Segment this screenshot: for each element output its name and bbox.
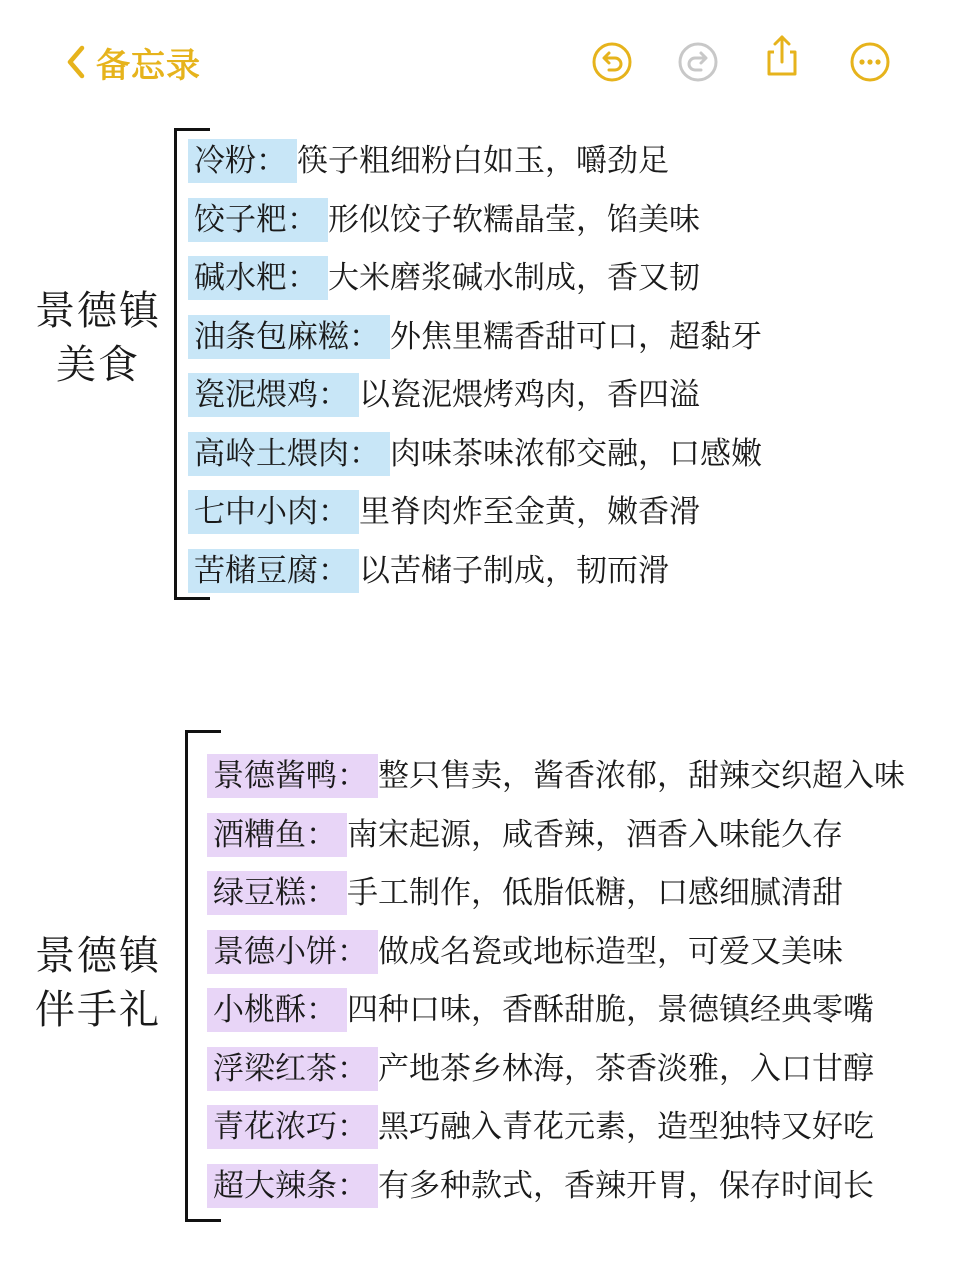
item-tag (188, 256, 328, 300)
item-desc: 里脊肉炸至金黄，嫩香滑 (359, 494, 700, 531)
colon: ： (337, 1167, 368, 1204)
item-desc: 整只售卖，酱香浓郁，甜辣交织超入味 (378, 758, 905, 795)
colon: ： (306, 875, 337, 912)
list-item (188, 132, 762, 191)
item-tag (188, 315, 390, 359)
list-item (188, 425, 762, 484)
item-name: 酒糟鱼 (213, 816, 306, 853)
item-name: 小桃酥 (213, 992, 306, 1029)
item-tag (207, 813, 347, 857)
gift-section (0, 725, 960, 1230)
item-name: 青花浓巧 (213, 1109, 337, 1146)
item-name: 浮梁红茶 (213, 1050, 337, 1087)
item-desc: 筷子粗细粉白如玉，嚼劲足 (297, 143, 669, 180)
food-group-label (28, 284, 168, 392)
colon: ： (287, 260, 318, 297)
item-tag (188, 198, 328, 242)
item-desc: 以苦槠子制成，韧而滑 (359, 552, 669, 589)
list-item (207, 1157, 905, 1216)
item-name: 冷粉 (194, 143, 256, 180)
item-tag (188, 373, 359, 417)
list-item (188, 483, 762, 542)
item-tag (207, 1047, 378, 1091)
top-toolbar (0, 0, 960, 120)
food-section (0, 118, 960, 608)
item-name: 景德小饼 (213, 933, 337, 970)
item-desc: 形似饺子软糯晶莹，馅美味 (328, 201, 700, 238)
colon: ： (306, 992, 337, 1029)
colon: ： (337, 1050, 368, 1087)
food-label-line2: 美食 (56, 342, 140, 388)
item-desc: 外焦里糯香甜可口，超黏牙 (390, 318, 762, 355)
colon: ： (337, 758, 368, 795)
list-item (188, 249, 762, 308)
item-tag (188, 490, 359, 534)
redo-icon[interactable] (676, 40, 720, 84)
item-desc: 肉味茶味浓郁交融，口感嫩 (390, 435, 762, 472)
share-icon[interactable] (760, 34, 804, 78)
item-desc: 有多种款式，香辣开胃，保存时间长 (378, 1167, 874, 1204)
item-name: 绿豆糕 (213, 875, 306, 912)
food-label-line1: 景德镇 (35, 288, 161, 334)
item-tag (188, 139, 297, 183)
item-desc: 黑巧融入青花元素，造型独特又好吃 (378, 1109, 874, 1146)
gift-label-line2: 伴手礼 (35, 987, 161, 1033)
item-name: 超大辣条 (213, 1167, 337, 1204)
item-desc: 以瓷泥煨烤鸡肉，香四溢 (359, 377, 700, 414)
item-tag (188, 432, 390, 476)
list-item (207, 747, 905, 806)
colon: ： (337, 1109, 368, 1146)
gift-list (207, 747, 905, 1215)
colon: ： (306, 816, 337, 853)
item-desc: 大米磨浆碱水制成，香又韧 (328, 260, 700, 297)
colon: ： (318, 552, 349, 589)
list-item (188, 366, 762, 425)
item-name: 景德酱鸭 (213, 758, 337, 795)
colon: ： (349, 318, 380, 355)
undo-icon[interactable] (590, 40, 634, 84)
gift-group-label (28, 929, 168, 1037)
item-desc: 手工制作，低脂低糖，口感细腻清甜 (347, 875, 843, 912)
item-name: 苦槠豆腐 (194, 552, 318, 589)
back-button[interactable] (62, 38, 201, 86)
list-item (188, 191, 762, 250)
colon: ： (337, 933, 368, 970)
item-name: 七中小肉 (194, 494, 318, 531)
colon: ： (318, 494, 349, 531)
item-tag (207, 871, 347, 915)
back-label: 备忘录 (96, 45, 201, 86)
list-item (207, 864, 905, 923)
chevron-left-icon (62, 42, 90, 82)
item-tag (207, 754, 378, 798)
list-item (207, 1098, 905, 1157)
item-desc: 四种口味，香酥甜脆，景德镇经典零嘴 (347, 992, 874, 1029)
item-name: 高岭土煨肉 (194, 435, 349, 472)
gift-label-line1: 景德镇 (35, 933, 161, 979)
item-tag (207, 1164, 378, 1208)
item-desc: 产地茶乡林海，茶香淡雅，入口甘醇 (378, 1050, 874, 1087)
item-tag (188, 549, 359, 593)
list-item (207, 981, 905, 1040)
item-name: 饺子粑 (194, 201, 287, 238)
list-item (188, 542, 762, 601)
colon: ： (349, 435, 380, 472)
item-tag (207, 1105, 378, 1149)
list-item (188, 308, 762, 367)
colon: ： (256, 143, 287, 180)
item-name: 油条包麻糍 (194, 318, 349, 355)
item-tag (207, 988, 347, 1032)
item-tag (207, 930, 378, 974)
more-icon[interactable] (848, 40, 892, 84)
list-item (207, 806, 905, 865)
list-item (207, 1040, 905, 1099)
item-desc: 做成名瓷或地标造型，可爱又美味 (378, 933, 843, 970)
item-name: 瓷泥煨鸡 (194, 377, 318, 414)
colon: ： (287, 201, 318, 238)
food-list (188, 132, 762, 600)
list-item (207, 923, 905, 982)
colon: ： (318, 377, 349, 414)
item-name: 碱水粑 (194, 260, 287, 297)
item-desc: 南宋起源，咸香辣，酒香入味能久存 (347, 816, 843, 853)
